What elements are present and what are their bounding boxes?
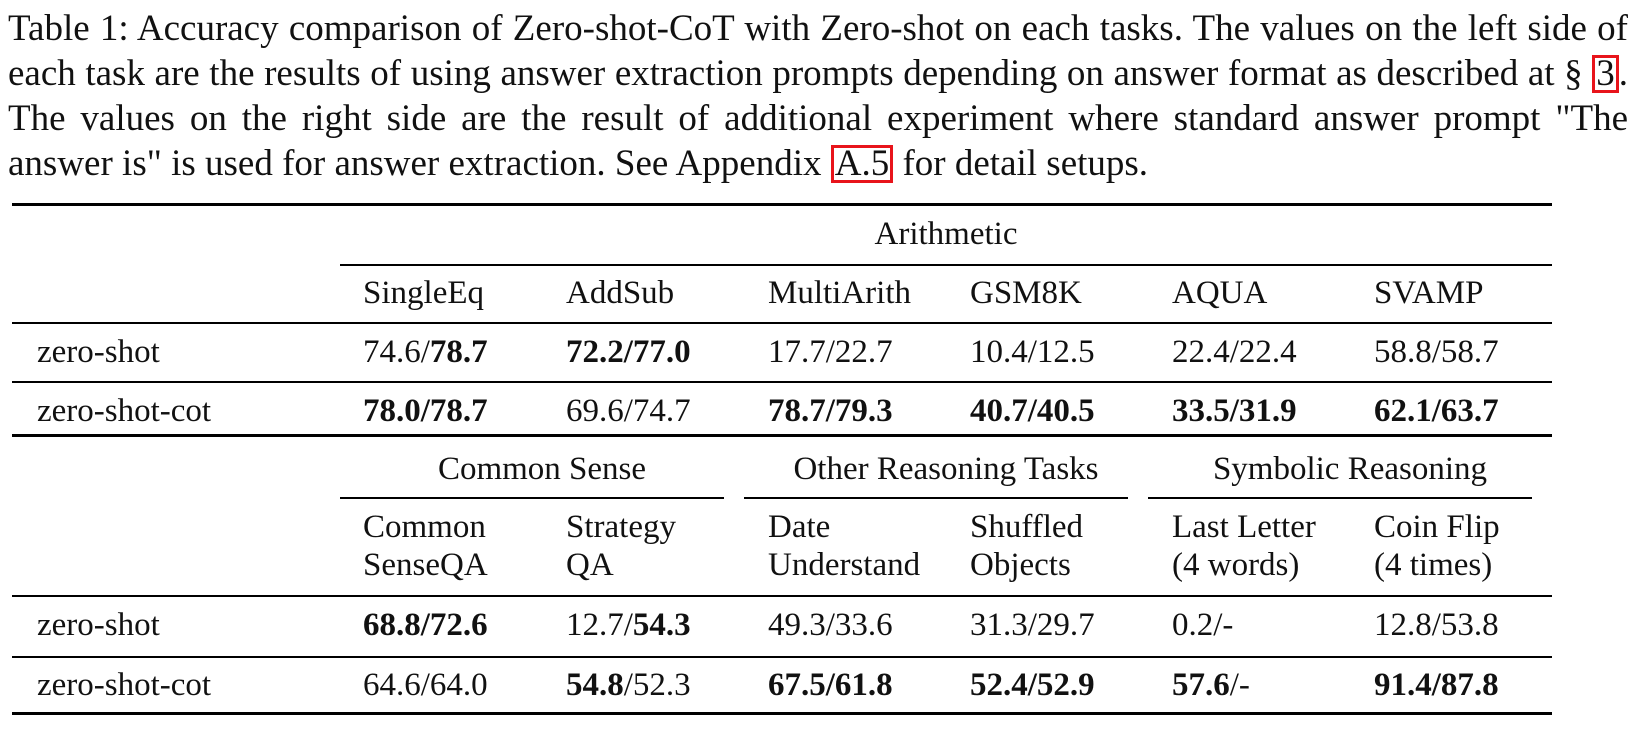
group-header-arithmetic: Arithmetic (874, 216, 1018, 252)
table-cell: 54.8/52.3 (566, 667, 691, 703)
caption-text-1: Table 1: Accuracy comparison of Zero-shot-CoT with Zero-shot on each tasks. The values on the left side of each task are the results of using answer extraction prompts depending on answer format as described at § (8, 8, 1628, 94)
table-cell: 0.2/- (1172, 607, 1234, 643)
column-header-addsub: AddSub (566, 275, 675, 311)
group-header-symbolic-reasoning: Symbolic Reasoning (1212, 451, 1488, 487)
table-cell: 40.7/40.5 (970, 393, 1095, 429)
table-cell: 33.5/31.9 (1172, 393, 1297, 429)
table-cell: 22.4/22.4 (1172, 334, 1297, 370)
caption-text-3: for detail setups. (893, 143, 1149, 184)
column-header-singleeq: SingleEq (363, 275, 484, 311)
table-cell: 17.7/22.7 (768, 334, 893, 370)
table-cell: 67.5/61.8 (768, 667, 893, 703)
table-cell: 49.3/33.6 (768, 607, 893, 643)
table-cell: 72.2/77.0 (566, 334, 691, 370)
table-cell: 62.1/63.7 (1374, 393, 1499, 429)
section-ref-link[interactable]: 3 (1592, 55, 1619, 93)
table-cell: 78.7/79.3 (768, 393, 893, 429)
mid-rule (12, 434, 1552, 437)
column-header-aqua: AQUA (1172, 275, 1268, 311)
column-header-coin-flip-4-times: Coin Flip (4 times) (1374, 509, 1500, 583)
header2-rule (12, 595, 1552, 597)
header1-rule (12, 322, 1552, 324)
appendix-ref-link[interactable]: A.5 (831, 145, 893, 183)
row-label-zero-shot: zero-shot (37, 334, 160, 370)
group-header-common-sense: Common Sense (437, 451, 647, 487)
table-cell: 12.8/53.8 (1374, 607, 1499, 643)
row-label-zero-shot: zero-shot (37, 607, 160, 643)
column-header-shuffled-objects: Shuffled Objects (970, 509, 1084, 583)
caption-text-2: . The values on the right side are the result of additional experiment where standard answer prompt "The answer is" is used for answer extraction. See Appendix (8, 53, 1628, 184)
row-label-zero-shot-cot: zero-shot-cot (37, 667, 212, 703)
column-header-multiarith: MultiArith (768, 275, 912, 311)
table-cell: 64.6/64.0 (363, 667, 488, 703)
row-label-zero-shot-cot: zero-shot-cot (37, 393, 212, 429)
column-header-last-letter-4-words: Last Letter (4 words) (1172, 509, 1316, 583)
table-cell: 10.4/12.5 (970, 334, 1095, 370)
table-cell: 68.8/72.6 (363, 607, 488, 643)
other-reasoning-group-rule (744, 497, 1128, 499)
table-cell: 12.7/54.3 (566, 607, 691, 643)
table-cell: 78.0/78.7 (363, 393, 488, 429)
row-divider-2 (12, 656, 1552, 658)
table-cell: 31.3/29.7 (970, 607, 1095, 643)
group-header-other-reasoning: Other Reasoning Tasks (793, 451, 1099, 487)
table-cell: 91.4/87.8 (1374, 667, 1499, 703)
column-header-gsm8k: GSM8K (970, 275, 1082, 311)
table-caption (8, 6, 1628, 186)
arithmetic-group-rule (340, 264, 1552, 266)
column-header-date-understand: Date Understand (768, 509, 921, 583)
bottom-rule (12, 712, 1552, 715)
commonsense-group-rule (340, 497, 724, 499)
top-rule (12, 203, 1552, 206)
column-header-svamp: SVAMP (1374, 275, 1484, 311)
table-cell: 57.6/- (1172, 667, 1250, 703)
table-cell: 69.6/74.7 (566, 393, 691, 429)
column-header-common-senseqa: Common SenseQA (363, 509, 488, 583)
table-cell: 52.4/52.9 (970, 667, 1095, 703)
row-divider-1 (12, 381, 1552, 383)
column-header-strategy-qa: Strategy QA (566, 509, 676, 583)
table-cell: 74.6/78.7 (363, 334, 488, 370)
symbolic-group-rule (1148, 497, 1532, 499)
table-cell: 58.8/58.7 (1374, 334, 1499, 370)
